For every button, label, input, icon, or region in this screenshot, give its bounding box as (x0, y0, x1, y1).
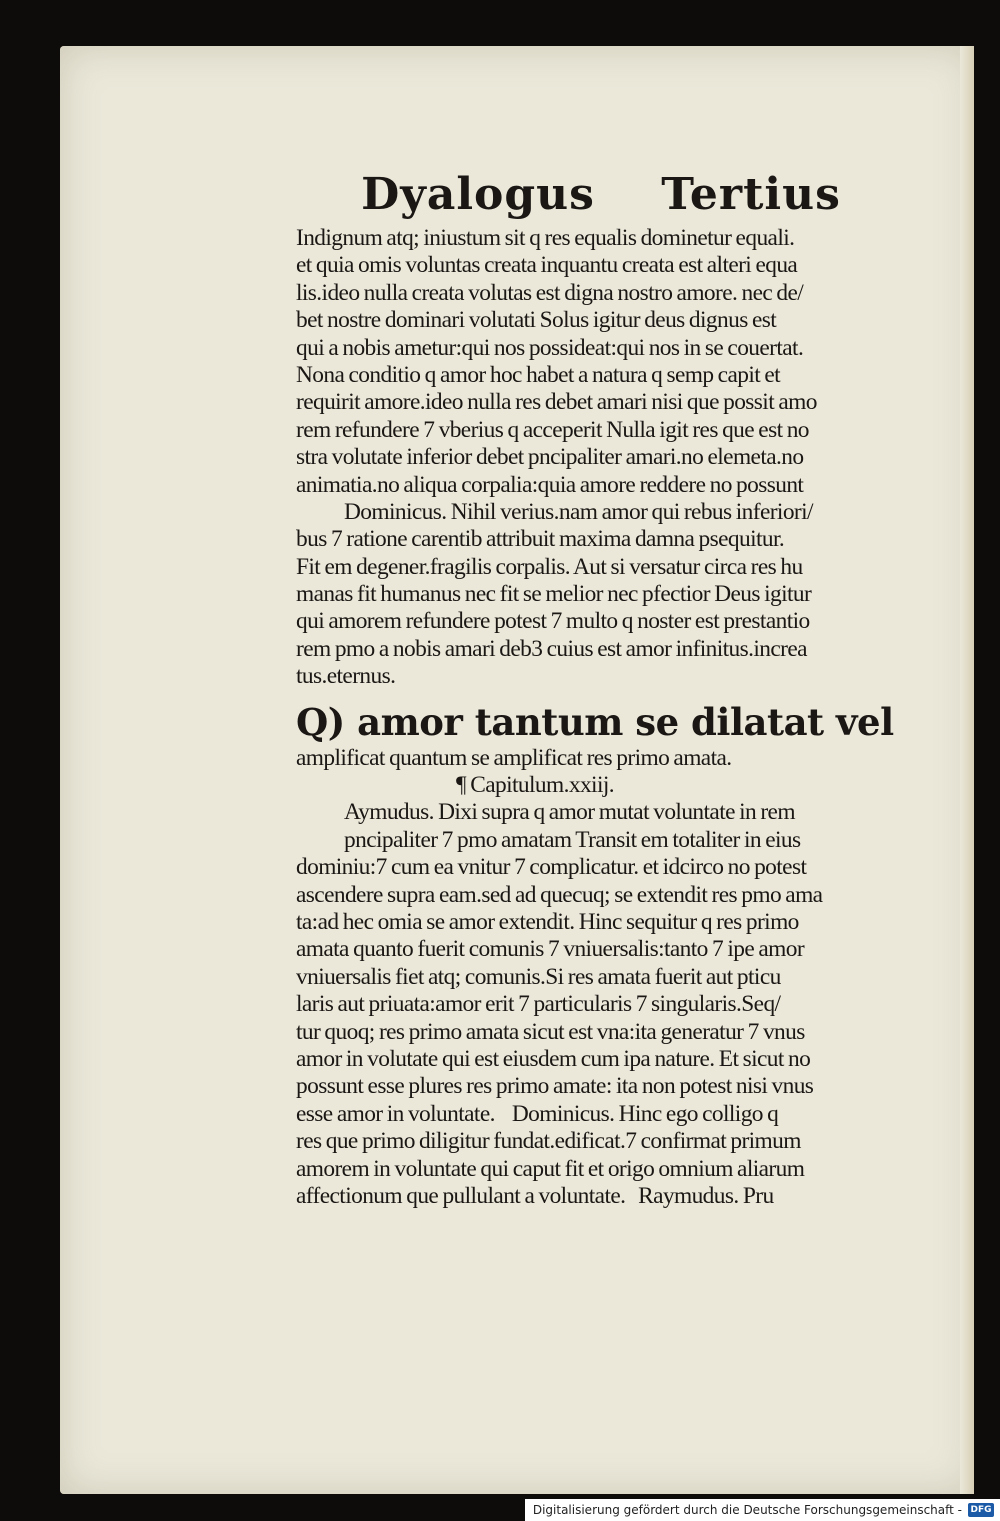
page-edge-right (960, 46, 974, 1494)
text-line: dominiu:7 cum ea vnitur 7 complicatur. et idcirco no potest (296, 854, 807, 881)
text-line: affectionum que pullulant a voluntate. Raymudus. Pru (296, 1182, 774, 1209)
chapter-heading: Q) amor tantum se dilatat vel (296, 699, 894, 744)
text-line: qui amorem refundere potest 7 multo q noster est prestantio (296, 608, 810, 635)
text-line: ta:ad hec omia se amor extendit. Hinc sequitur q res primo (296, 908, 799, 935)
text-line: vniuersalis fiet atq; comunis.Si res amata fuerit aut pticu (296, 963, 781, 990)
text-line: tus.eternus. (296, 663, 396, 690)
text-line: amor in volutate qui est eiusdem cum ipa nature. Et sicut no (296, 1045, 811, 1072)
text-line: tur quoq; res primo amata sicut est vna:ita generatur 7 vnus (296, 1018, 805, 1045)
text-line: amata quanto fuerit comunis 7 vniuersalis:tanto 7 ipe amor (296, 936, 805, 963)
text-line: lis.ideo nulla creata volutas est digna nostro amore. nec de/ (296, 279, 804, 306)
text-line: Nona conditio q amor hoc habet a natura q semp capit et (296, 361, 781, 388)
text-line: Indignum atq; iniustum sit q res equalis dominetur equali. (296, 225, 795, 251)
text-line: stra volutate inferior debet pncipaliter amari.no elemeta.no (296, 444, 804, 471)
paragraph-1 (296, 225, 906, 499)
text-line: Fit em degener.fragilis corpalis. Aut si versatur circa res hu (296, 553, 803, 580)
text-line: possunt esse plures res primo amate: ita non potest nisi vnus (296, 1073, 814, 1100)
text-block (296, 165, 906, 1210)
paragraph-3 (296, 799, 906, 1210)
text-line: Aymudus. Dixi supra q amor mutat voluntate in rem (344, 799, 795, 826)
text-line: esse amor in voluntate. Dominicus. Hinc ego colligo q (296, 1100, 779, 1127)
text-line: et quia omis voluntas creata inquantu creata est alteri equa (296, 252, 798, 279)
text-line: bet nostre dominari volutati Solus igitur deus dignus est (296, 307, 777, 334)
text-line: animatia.no aliqua corpalia:quia amore reddere no possunt (296, 471, 804, 498)
credit-text: Digitalisierung gefördert durch die Deutsche Forschungsgemeinschaft - (532, 1503, 962, 1517)
text-line: manas fit humanus nec fit se melior nec pfectior Deus igitur (296, 581, 812, 608)
chapter-label: ¶ Capitulum.xxiij. (456, 772, 614, 799)
chapter-subheading: amplificat quantum se amplificat res primo amata. (296, 744, 732, 771)
text-line: laris aut priuata:amor erit 7 particularis 7 singularis.Seq/ (296, 991, 781, 1018)
text-line: res que primo diligitur fundat.edificat.7 confirmat primum (296, 1128, 801, 1155)
text-line: requirit amore.ideo nulla res debet amari nisi que possit amo (296, 389, 817, 416)
dfg-logo-icon: DFG (968, 1503, 994, 1517)
text-line: rem pmo a nobis amari deb3 cuius est amor infinitus.increa (296, 635, 807, 662)
text-line: amorem in voluntate qui caput fit et origo omnium aliarum (296, 1155, 805, 1182)
text-line: rem refundere 7 vberius q acceperit Nulla igit res que est no (296, 416, 809, 443)
text-line: Dominicus. Nihil verius.nam amor qui rebus inferiori/ (344, 498, 813, 525)
text-line: ascendere supra eam.sed ad quecuq; se extendit res pmo ama (296, 881, 823, 908)
text-line: bus 7 ratione carentib attribuit maxima damna psequitur. (296, 526, 785, 553)
digitization-credit (525, 1499, 1000, 1521)
paragraph-2 (296, 499, 906, 691)
running-head: Dyalogus Tertius (361, 169, 841, 220)
text-line: pncipaliter 7 pmo amatam Transit em totaliter in eius (344, 826, 801, 853)
text-line: qui a nobis ametur:qui nos possideat:qui nos in se couertat. (296, 334, 804, 361)
